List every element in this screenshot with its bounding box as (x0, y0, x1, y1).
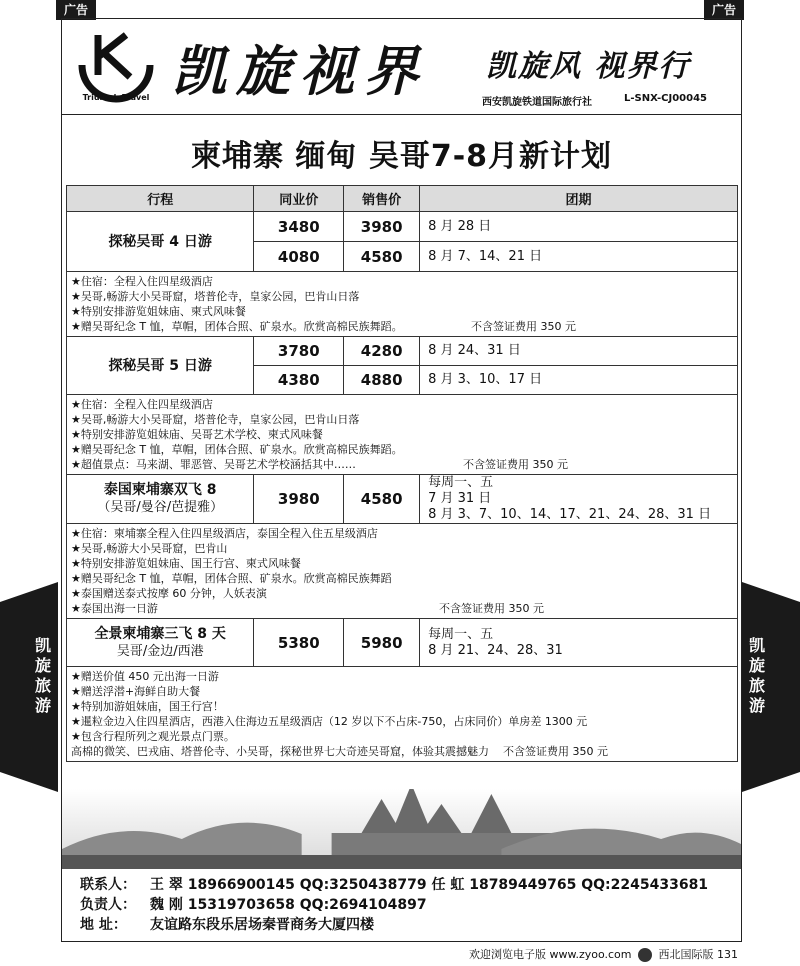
table-row (67, 337, 738, 366)
note-line: ★赠吴哥纪念 T 恤，草帽，团体合照、矿泉水。欣赏高棉民族舞蹈。 (71, 320, 403, 333)
note-line: ★赠送浮潜+海鲜自助大餐 (71, 685, 201, 698)
contact-value: 友谊路东段乐居场秦晋商务大厦四楼 (150, 917, 374, 933)
header (62, 19, 741, 115)
trade-price: 4380 (254, 366, 344, 395)
col-header-route: 行程 (67, 186, 254, 212)
contact-label: 联系人： (80, 877, 136, 893)
table-row (67, 619, 738, 667)
logo-text: Triumph Travel (82, 93, 150, 102)
footer-site: 欢迎浏览电子版 www.zyoo.com (468, 948, 632, 961)
trade-price: 3980 (254, 475, 344, 524)
tour-name-cell (67, 475, 254, 524)
page-title: 柬埔寨 缅甸 吴哥7-8月新计划 (190, 139, 613, 174)
note-line: ★特别安排游览姐妹庙、吴哥艺术学校、柬式风味餐 (71, 428, 323, 441)
trade-price: 3780 (254, 337, 344, 366)
trade-price: 5380 (254, 619, 344, 667)
contact-line (80, 875, 708, 895)
tour-dates (420, 619, 738, 667)
tour-name: 泰国柬埔寨双飞 8 (103, 482, 217, 498)
note-line: ★吴哥,畅游大小吴哥窟，巴肯山 (71, 542, 228, 555)
ad-frame (61, 18, 742, 942)
col-header-trade-price: 同业价 (254, 186, 344, 212)
ad-tag-left: 广告 (56, 0, 96, 20)
contact-block (80, 875, 708, 935)
agency-name: 西安凯旋铁道国际旅行社 (482, 97, 592, 108)
date-line: 每周一、五 (428, 475, 494, 490)
tour-notes (67, 524, 738, 619)
ad-tag-right: 广告 (704, 0, 744, 20)
note-line: ★住宿：柬埔寨全程入住四星级酒店，泰国全程入住五星级酒店 (71, 527, 378, 540)
notes-row (67, 395, 738, 475)
sale-price: 4880 (344, 366, 420, 395)
sale-price: 3980 (344, 212, 420, 242)
sale-price: 4580 (344, 242, 420, 272)
notes-row (67, 272, 738, 337)
note-line: ★住宿：全程入住四星级酒店 (71, 275, 213, 288)
note-line: ★赠吴哥纪念 T 恤，草帽，团体合照、矿泉水。欣赏高棉民族舞蹈。 (71, 443, 403, 456)
note-line: ★泰国出海一日游 (71, 602, 158, 615)
tour-subtitle: 吴哥/金边/西港 (116, 643, 204, 659)
visa-note: 不含签证费用 350 元 (463, 458, 568, 471)
license-number: L-SNX-CJ00045 (624, 93, 707, 104)
note-line: ★住宿：全程入住四星级酒店 (71, 398, 213, 411)
sale-price: 5980 (344, 619, 420, 667)
slogan: 凯旋风 视界行 (486, 49, 691, 84)
tour-table (66, 185, 738, 762)
tour-notes (67, 272, 738, 337)
emblem-icon (638, 948, 652, 962)
trade-price: 3480 (254, 212, 344, 242)
table-row (67, 212, 738, 242)
trade-price: 4080 (254, 242, 344, 272)
brand-name: 凯旋视界 (172, 39, 428, 103)
contact-value: 魏 刚 15319703658 QQ:2694104897 (150, 897, 427, 913)
table-row (67, 475, 738, 524)
notes-row (67, 524, 738, 619)
note-line: ★暹粒金边入住四星酒店，西港入住海边五星级酒店（12 岁以下不占床-750，占床同价）单房差 1300 元 (71, 715, 588, 728)
date-line: 7 月 31 日 (428, 491, 492, 506)
contact-line (80, 915, 708, 935)
notes-row (67, 667, 738, 762)
tour-notes (67, 667, 738, 762)
tour-dates: 8 月 24、31 日 (420, 337, 738, 366)
tour-name: 探秘吴哥 5 日游 (67, 337, 254, 395)
note-line: ★特别安排游览姐妹庙、柬式风味餐 (71, 305, 246, 318)
tour-subtitle: （吴哥/曼谷/芭提雅） (97, 500, 224, 515)
visa-note: 不含签证费用 350 元 (503, 745, 608, 758)
visa-note: 不含签证费用 350 元 (439, 602, 544, 615)
date-line: 每周一、五 (428, 626, 494, 642)
tour-name: 探秘吴哥 4 日游 (67, 212, 254, 272)
sale-price: 4580 (344, 475, 420, 524)
contact-label: 地 址： (80, 917, 127, 933)
note-line: ★赠吴哥纪念 T 恤，草帽，团体合照、矿泉水。欣赏高棉民族舞蹈 (71, 572, 392, 585)
tour-dates: 8 月 28 日 (420, 212, 738, 242)
note-line: ★特别加游姐妹庙，国王行宫！ (71, 700, 224, 713)
tour-dates: 8 月 7、14、21 日 (420, 242, 738, 272)
side-label-right: 凯旋旅游 (748, 636, 765, 715)
contact-label: 负责人： (80, 897, 136, 913)
side-label-left: 凯旋旅游 (34, 636, 51, 715)
note-line: ★吴哥,畅游大小吴哥窟，塔普伦寺，皇家公园，巴肯山日落 (71, 413, 360, 426)
sale-price: 4280 (344, 337, 420, 366)
contact-line (80, 895, 708, 915)
col-header-dates: 团期 (420, 186, 738, 212)
tour-name: 全景柬埔寨三飞 8 天 (94, 625, 226, 642)
col-header-sale-price: 销售价 (344, 186, 420, 212)
note-line: ★超值景点：马来湖、罪恶管、吴哥艺术学校涵括其中…… (71, 458, 356, 471)
date-line: 8 月 3、7、10、14、17、21、24、28、31 日 (428, 507, 712, 522)
note-line: ★吴哥,畅游大小吴哥窟，塔普伦寺，皇家公园，巴肯山日落 (71, 290, 360, 303)
tour-name-cell (67, 619, 254, 667)
footer (469, 946, 738, 962)
note-line: ★泰国赠送泰式按摩 60 分钟，人妖表演 (71, 587, 267, 600)
tour-notes (67, 395, 738, 475)
note-line: ★包含行程所列之观光景点门票。 (71, 730, 235, 743)
angkor-temple-image (62, 789, 741, 869)
note-line: ★特别安排游览姐妹庙、国王行宫、柬式风味餐 (71, 557, 301, 570)
contact-value: 王 翠 18966900145 QQ:3250438779 任 虹 18789449765 QQ:2245433681 (150, 877, 709, 893)
tour-dates: 8 月 3、10、17 日 (420, 366, 738, 395)
note-line: 高棉的微笑、巴戎庙、塔普伦寺、小吴哥，探秘世界七大奇迹吴哥窟，体验其震撼魅力 (71, 745, 489, 758)
footer-page: 西北国际版 131 (658, 948, 738, 961)
table-header-row (67, 186, 738, 212)
visa-note: 不含签证费用 350 元 (471, 320, 576, 333)
tour-dates (420, 475, 738, 524)
note-line: ★赠送价值 450 元出海一日游 (71, 670, 219, 683)
date-line: 8 月 21、24、28、31 (428, 642, 563, 658)
